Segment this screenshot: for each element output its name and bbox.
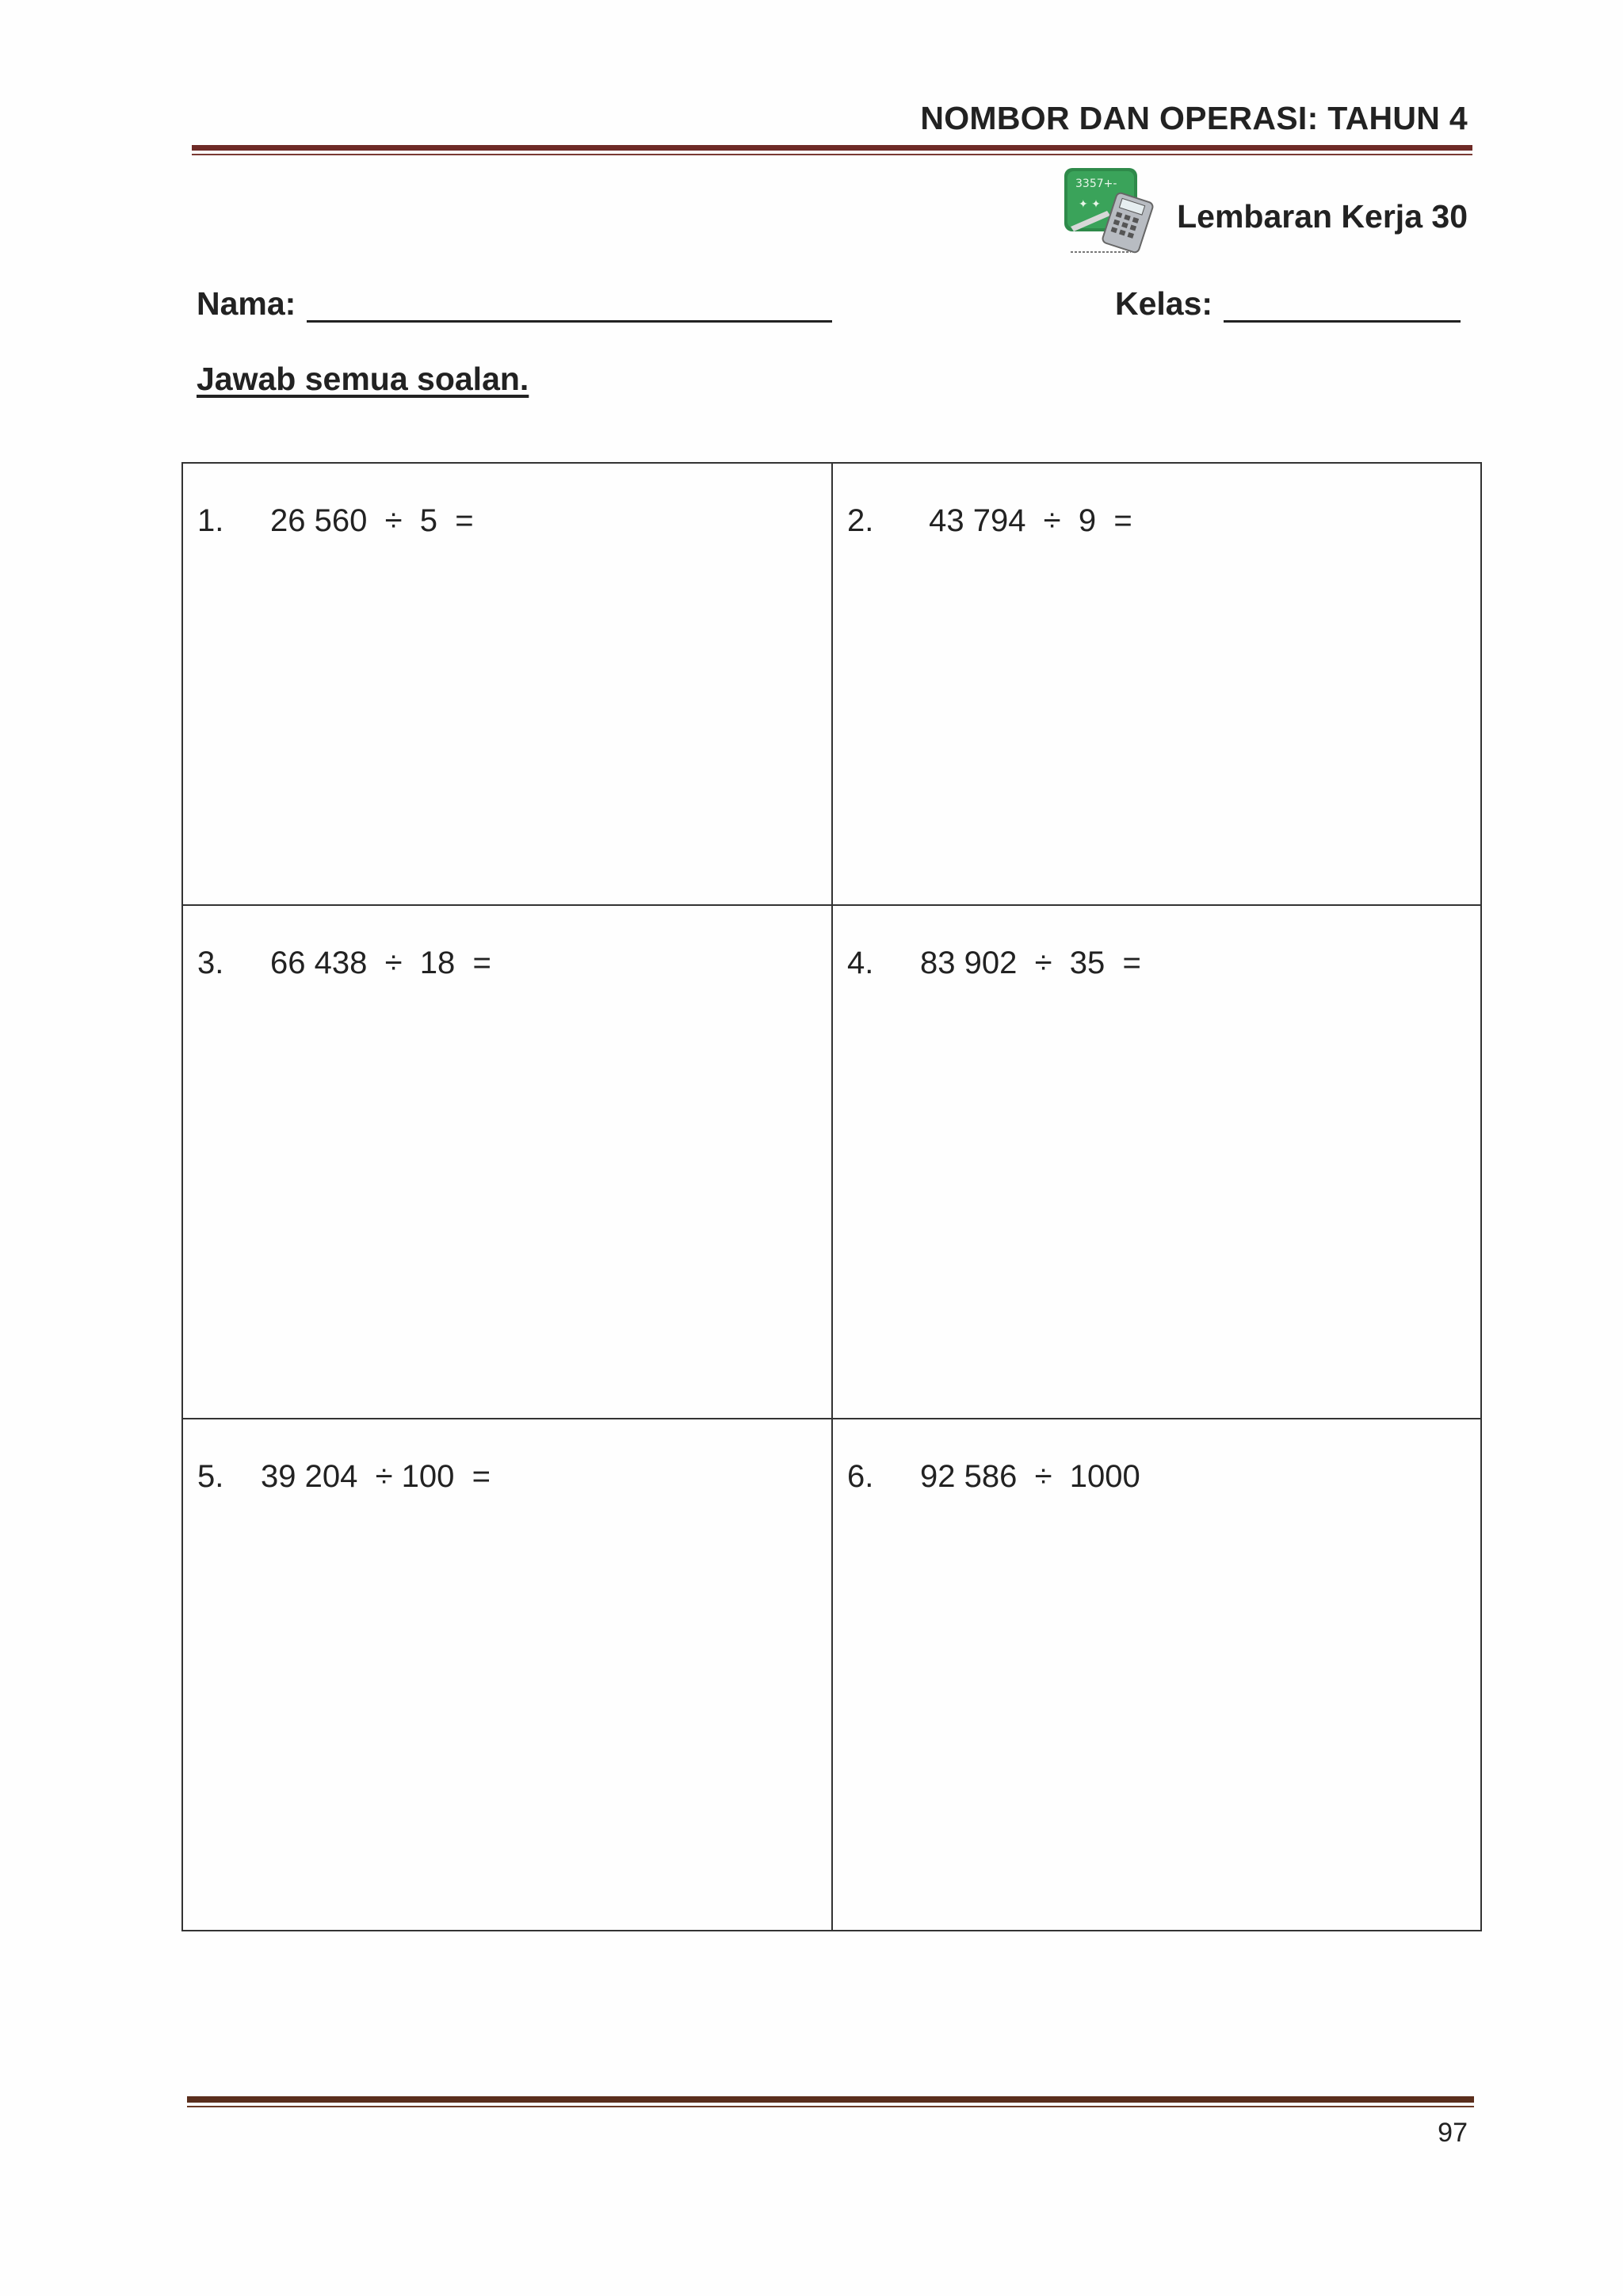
questions-table <box>181 462 1482 1931</box>
question-6 <box>847 1459 1140 1495</box>
question-number: 4. <box>847 946 874 980</box>
question-number: 2. <box>847 503 874 538</box>
footer-divider <box>187 2096 1474 2107</box>
question-expression: 66 438 ÷ 18 = <box>270 946 491 980</box>
question-4 <box>847 946 1141 981</box>
question-3 <box>197 946 491 981</box>
worksheet-label: Lembaran Kerja 30 <box>1177 198 1468 235</box>
svg-text:✦ ✦: ✦ ✦ <box>1079 198 1101 211</box>
logo-board-text: 3357+- <box>1075 178 1117 190</box>
question-cell-5[interactable] <box>183 1419 833 1930</box>
calculator-chalkboard-icon <box>1060 163 1164 257</box>
page-header-title: NOMBOR DAN OPERASI: TAHUN 4 <box>920 100 1468 136</box>
question-number: 3. <box>197 946 224 980</box>
class-label: Kelas: <box>1115 285 1213 322</box>
question-expression: 83 902 ÷ 35 = <box>920 946 1141 980</box>
name-blank-line[interactable] <box>307 288 832 323</box>
question-1 <box>197 503 474 539</box>
name-label: Nama: <box>197 285 296 322</box>
question-cell-6[interactable] <box>833 1419 1480 1930</box>
instruction-text: Jawab semua soalan. <box>197 361 529 397</box>
page-number: 97 <box>1438 2118 1468 2148</box>
question-cell-1[interactable] <box>183 464 833 906</box>
class-blank-line[interactable] <box>1224 288 1461 323</box>
class-field <box>1115 285 1461 323</box>
question-expression: 39 204 ÷ 100 = <box>261 1459 491 1494</box>
question-expression: 92 586 ÷ 1000 <box>920 1459 1140 1494</box>
question-5 <box>197 1459 491 1495</box>
question-expression: 43 794 ÷ 9 = <box>920 503 1132 538</box>
header-divider <box>192 145 1472 155</box>
question-number: 1. <box>197 503 224 538</box>
name-field <box>197 285 832 323</box>
question-number: 6. <box>847 1459 874 1494</box>
question-number: 5. <box>197 1459 224 1494</box>
question-cell-2[interactable] <box>833 464 1480 906</box>
question-expression: 26 560 ÷ 5 = <box>270 503 474 538</box>
question-2 <box>847 503 1132 539</box>
question-cell-3[interactable] <box>183 906 833 1419</box>
question-cell-4[interactable] <box>833 906 1480 1419</box>
